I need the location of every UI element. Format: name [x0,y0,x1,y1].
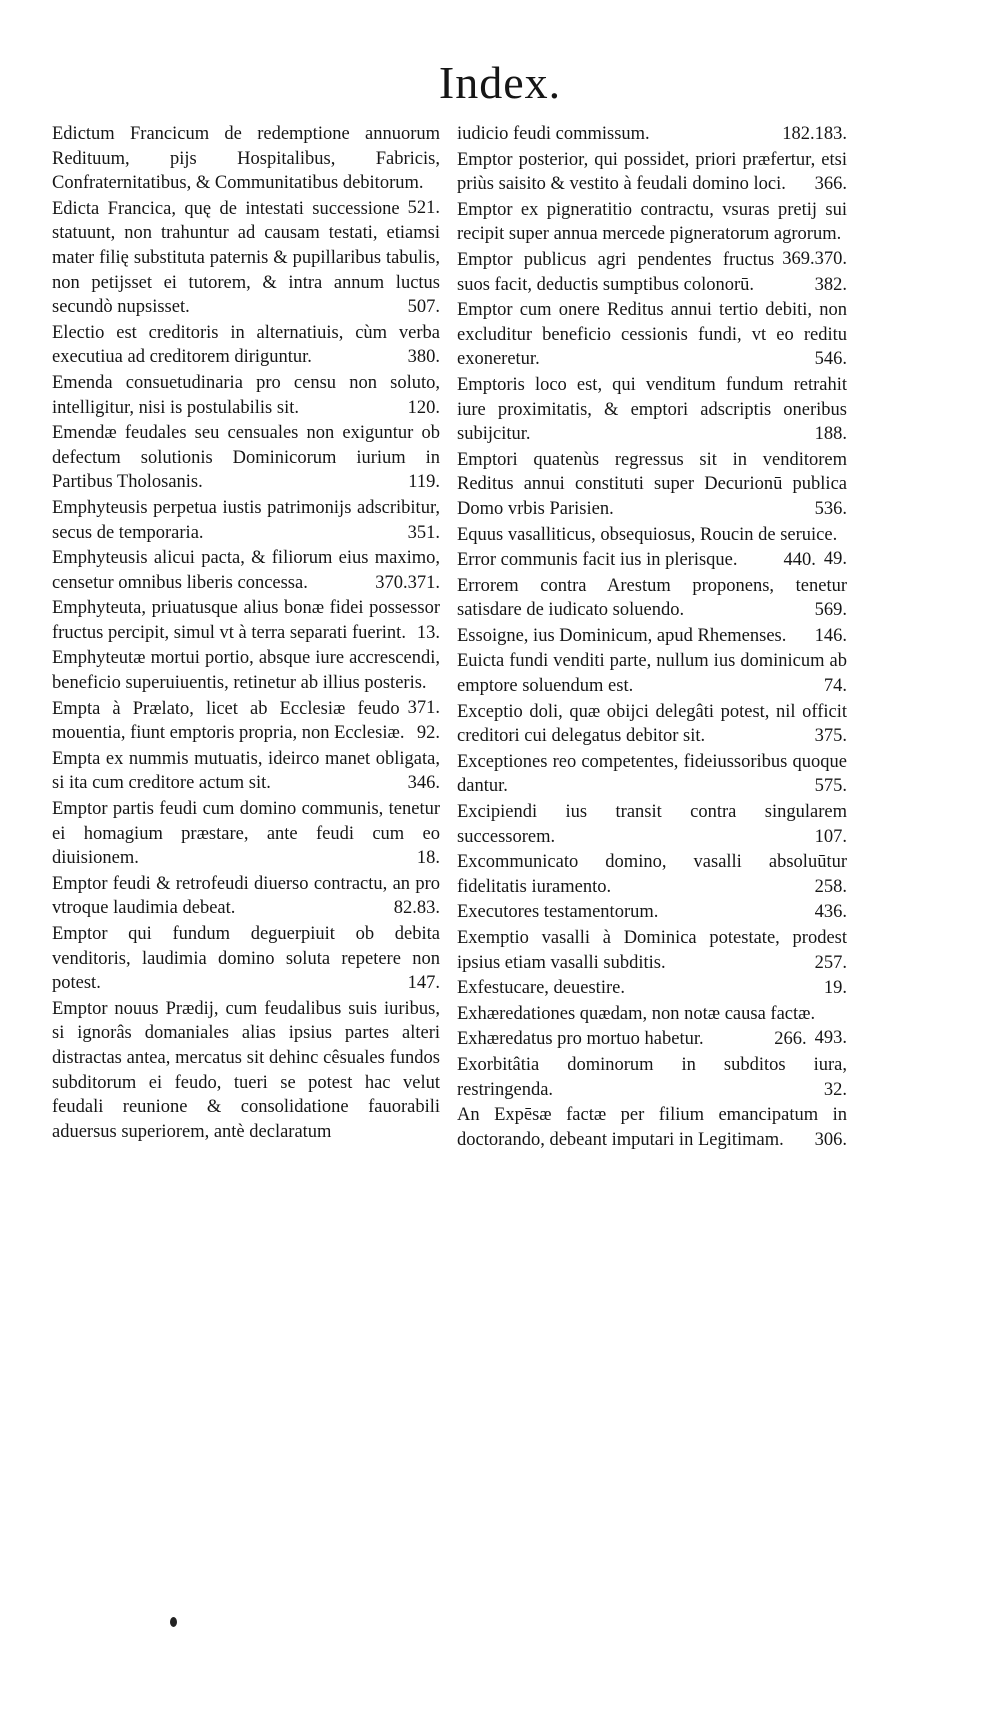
index-entry [441,649,847,698]
index-entry [441,298,847,372]
index-entry [441,574,847,623]
index-entry-page-ref: 13. [416,622,440,643]
index-column-left [52,122,440,1145]
index-entry-page-ref: 74. [823,676,847,697]
index-entry-page-ref: 146. [814,625,847,646]
index-entry-text: Errorem contra Arestum proponens, tenetur satisdare de iudicato soluendo. [457,575,847,621]
index-entry-page-ref: 380. [407,347,440,368]
index-entry-page-ref: 147. [407,973,440,994]
index-entry-text: Exceptio doli, quæ obijci delegâti potest, nil officit creditori cui delegatus debitor sit. [457,701,847,747]
index-entry-page-ref: 366. [814,174,847,195]
index-entry-page-ref: 32. [823,1079,847,1100]
index-column-right [457,122,847,1153]
index-entry-text: Empta à Prælato, licet ab Ecclesiæ feudo mouentia, fiunt emptoris propria, non Ecclesiæ. [52,698,405,744]
index-entry-text: Exfestucare, deuestire. [457,978,625,999]
index-entry-page-ref: 49. [823,549,847,570]
index-entry-page-ref: 536. [814,498,847,519]
page-title: Index. [438,57,562,108]
index-entry [441,976,847,1001]
index-entry-text: Emphyteutæ mortui portio, absque iure accrescendi, beneficio superuiuentis, retinetur ab illius posteris. [52,648,440,694]
index-entry-page-ref: 92. [416,723,440,744]
index-entry-page-ref: 369.370. [782,248,847,269]
index-entry [36,321,440,370]
index-entry-page-ref: 521. [407,197,440,218]
index-entry-text: Error communis facit ius in plerisque. [457,550,738,571]
index-entry [36,421,440,495]
index-entry [441,548,847,573]
index-entry [36,596,440,645]
index-entry-text: Emptor posterior, qui possidet, priori præfertur, etsi priùs saisito & vestito à feudali domino loci. [457,149,847,195]
index-entry-page-ref: 82.83. [393,898,440,919]
index-entry-text: An Expēsæ factæ per filium emancipatum in doctorando, debeant imputari in Legitimam. [457,1105,847,1150]
index-entry-text: Emptori quatenùs regressus sit in venditorem Reditus annui constituti super Decurionū publica Domo vrbis Parisien. [457,449,847,519]
index-entry-text: Essoigne, ius Dominicum, apud Rhemenses. [457,625,787,646]
index-entry-page-ref: 19. [823,978,847,999]
index-entry [36,697,440,746]
index-entry-page-ref: 182.183. [782,124,847,144]
index-entry-text: Empta ex nummis mutuatis, ideirco manet obligata, si ita cum creditore actum sit. [52,748,440,794]
index-entry-page-ref: 107. [814,826,847,847]
index-entry [441,1103,847,1152]
index-entry-page-ref: 569. [814,600,847,621]
index-entry-page-ref: 188. [814,424,847,445]
index-entry-text: Exceptiones reo competentes, fideiussoribus quoque dantur. [457,751,847,797]
index-entry [36,747,440,796]
ink-blot-mark [170,1617,177,1627]
index-entry-page-ref: 493. [814,1028,847,1049]
index-entry-text: Emptor partis feudi cum domino communis, tenetur ei homagium præstare, ante feudi cum eo diuisionem. [52,799,440,869]
index-entry [441,1053,847,1102]
index-entry-page-ref: 382. [814,274,847,295]
index-entry-text: Emptor publicus agri pendentes fructus suos facit, deductis sumptibus colonorū. [457,249,775,295]
index-entry-text: Emphyteusis alicui pacta, & filiorum eius maximo, censetur omnibus liberis concessa. [52,548,440,593]
index-entry-page-ref: 306. [814,1129,847,1150]
index-entry [441,1027,847,1052]
index-entry [36,496,440,545]
index-entry-text: Electio est creditoris in alternatiuis, cùm verba executiua ad creditorem diriguntur. [52,322,440,368]
index-entry-page-ref: 375. [814,726,847,747]
index-entry-text: Excipiendi ius transit contra singularem successorem. [457,802,847,847]
index-entry-text: iudicio feudi commissum. [457,124,650,144]
index-entry-text: Emptor qui fundum deguerpiuit ob debita venditoris, laudimia domino soluta repetere non potest. [52,924,440,994]
index-entry-text: Emptor feudi & retrofeudi diuerso contractu, an pro vtroque laudimia debeat. [52,873,440,919]
index-entry [441,198,847,269]
index-entry [36,197,440,320]
index-entry-page-ref: 575. [814,776,847,797]
index-entry-text: Executores testamentorum. [457,902,659,923]
index-entry-page-ref: 119. [408,472,440,493]
index-entry-page-ref: 120. [407,397,440,418]
index-entry-text: Euicta fundi venditi parte, nullum ius dominicum ab emptore soluendum est. [457,651,847,697]
index-entry-text: Emptor cum onere Reditus annui tertio debiti, non excluditur beneficio cessionis fundi, vt eo reditu exoneretur. [457,300,847,370]
index-entry-text: Edictum Francicum de redemptione annuorum Redituum, pijs Hospitalibus, Fabricis, Confraternitatibus, & Communitatibus debitorum. [52,124,440,194]
index-entry-page-ref: 546. [814,349,847,370]
index-entry-text: Emptoris loco est, qui venditum fundum retrahit iure proximitatis, & emptori adscriptis oneribus subijcitur. [457,374,847,445]
index-entry-text: Emendæ feudales seu censuales non exiguntur ob defectum solutionis Dominicorum iurium in Partibus Tholosanis. [52,423,440,493]
index-entry [36,797,440,871]
index-entry-text: Exhæredatus pro mortuo habetur. [457,1029,704,1050]
index-entry [441,122,847,147]
index-entry-page-ref: 371. [407,697,440,718]
index-entry [36,122,440,218]
index-entry-text: Emphyteusis perpetua iustis patrimonijs adscribitur, secus de temporaria. [52,497,440,543]
index-entry [36,371,440,420]
index-entry [441,448,847,522]
index-entry-page-ref: 266. [774,1029,807,1050]
index-entry [36,646,440,718]
index-entry-page-ref: 351. [407,522,440,543]
index-entry-page-ref: 436. [814,902,847,923]
index-entry-page-ref: 440. [783,550,816,571]
index-entry [36,997,440,1145]
index-entry [441,900,847,925]
index-entry-text: Exemptio vasalli à Dominica potestate, prodest ipsius etiam vasalli subditis. [457,928,847,973]
index-entry-text: Excommunicato domino, vasalli absoluūtur fidelitatis iuramento. [457,852,847,897]
index-entry [441,926,847,975]
index-entry [441,624,847,649]
index-entry-text: Exhæredationes quædam, non notæ causa factæ. [457,1003,816,1024]
index-entry-page-ref: 258. [814,876,847,897]
index-entry-page-ref: 370.371. [375,572,440,593]
index-entry-page-ref: 346. [407,773,440,794]
index-entry [441,800,847,849]
index-entry-page-ref: 257. [814,952,847,973]
index-entry-text: Edicta Francica, quę de intestati successione statuunt, non trahuntur ad causam testati, etiamsi mater filię substituta paternis & pupillaribus tabulis, non petijsset ei tutorem, & intra annum luctus secundò nupsisset. [52,198,440,318]
index-entry-text: Equus vasalliticus, obsequiosus, Roucin de seruice. [457,524,838,545]
index-entry [441,750,847,799]
index-entry [441,373,847,447]
index-entry [441,700,847,749]
index-entry-page-ref: 18. [416,848,440,869]
index-entry [36,922,440,996]
index-entry [441,148,847,197]
index-entry-text: Emenda consuetudinaria pro censu non soluto, intelligitur, nisi is postulabilis sit. [52,372,440,418]
index-entry [36,546,440,595]
index-entry-text: Exorbitâtia dominorum in subditos iura, restringenda. [457,1054,847,1100]
index-entry [36,872,440,921]
index-entry-page-ref: 507. [407,297,440,318]
index-entry [441,850,847,899]
index-entry-text: Emptor ex pigneratitio contractu, vsuras pretij sui recipit super annua mercede pigneratorum agrorum. [457,199,847,245]
index-entry-text: Emphyteuta, priuatusque alius bonæ fidei possessor fructus percipit, simul vt à terra separati fuerint. [52,598,440,643]
index-entry-text: Emptor nouus Prædij, cum feudalibus suis iuribus, si ignorâs domaniales alias ipsius partes alteri distractas antea, mercatus sit dehinc cêsuales fundos subditorum ei feudo, tueri se potest hac velut feudali reunione & consolidatione fauorabili aduersus superiorem, antè declaratum [52,998,440,1142]
